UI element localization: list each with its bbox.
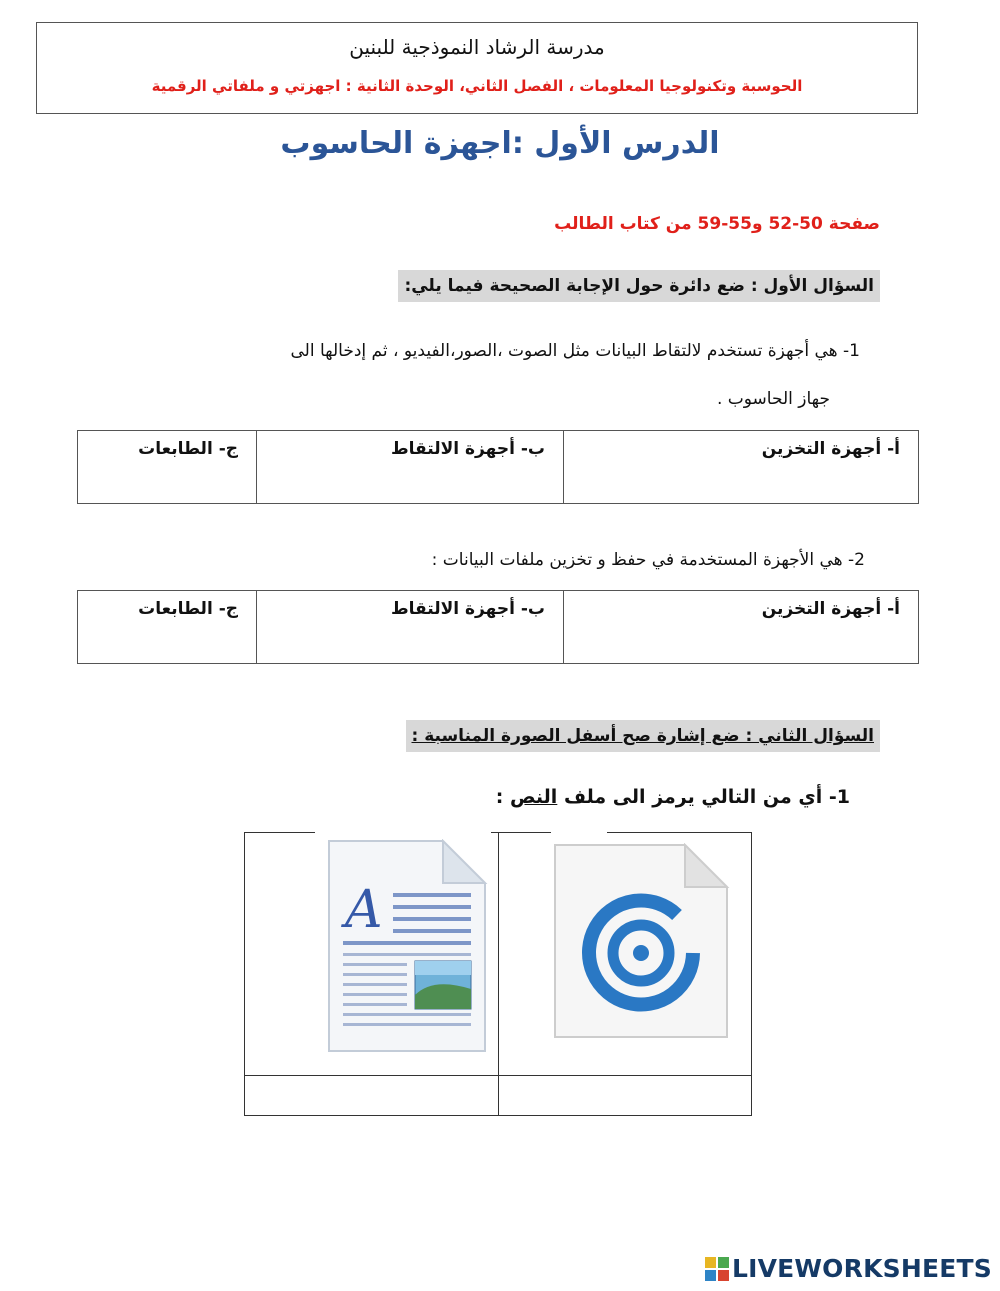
- option-storage-devices[interactable]: أ- أجهزة التخزين: [564, 591, 919, 664]
- grid-divider: [245, 1075, 752, 1076]
- option-storage-devices[interactable]: أ- أجهزة التخزين: [564, 431, 919, 504]
- answer-cell-text-file[interactable]: [245, 1077, 497, 1115]
- item-text: أي من التالي يرمز الى ملف: [557, 786, 829, 808]
- item-text-underlined: النص: [510, 786, 558, 808]
- question1-item1-text: 1- هي أجهزة تستخدم لالتقاط البيانات مثل الصوت ،الصور،الفيديو ، ثم إدخالها الى: [290, 341, 860, 361]
- liveworksheets-logo: [705, 1254, 992, 1283]
- answer-cell-disc-file[interactable]: [499, 1077, 751, 1115]
- border-gap: [551, 831, 607, 835]
- option-printers[interactable]: ج- الطابعات: [78, 591, 257, 664]
- question1-item2-options: [77, 590, 919, 664]
- text-file-icon[interactable]: [325, 839, 489, 1053]
- question1-item1-options: [77, 430, 919, 504]
- option-printers[interactable]: ج- الطابعات: [78, 431, 257, 504]
- image-choice-grid: [244, 832, 752, 1116]
- lesson-title: الدرس الأول :اجهزة الحاسوب: [280, 126, 720, 161]
- option-capture-devices[interactable]: ب- أجهزة الالتقاط: [257, 431, 564, 504]
- grid-divider: [498, 833, 499, 1116]
- header-box: [36, 22, 918, 114]
- question1-item2-text: 2- هي الأجهزة المستخدمة في حفظ و تخزين ملفات البيانات :: [431, 550, 865, 570]
- option-capture-devices[interactable]: ب- أجهزة الالتقاط: [257, 591, 564, 664]
- item-text-end: :: [495, 786, 510, 808]
- question2-item1-text: [496, 786, 850, 808]
- border-gap: [315, 831, 491, 835]
- question1-item1-text-cont: جهاز الحاسوب .: [716, 389, 830, 409]
- disc-file-icon[interactable]: [551, 843, 731, 1039]
- page-reference: صفحة 50-52 و55-59 من كتاب الطالب: [554, 214, 880, 234]
- item-number: 1-: [828, 786, 850, 808]
- svg-text:A: A: [345, 880, 383, 940]
- question1-heading: السؤال الأول : ضع دائرة حول الإجابة الصحيحة فيما يلي:: [398, 270, 880, 302]
- brand-name: LIVEWORKSHEETS: [731, 1254, 992, 1283]
- question2-heading: السؤال الثاني : ضع إشارة صح أسفل الصورة المناسبة :: [406, 720, 881, 752]
- subject-line: الحوسبة وتكنولوجيا المعلومات ، الفصل الثاني، الوحدة الثانية : اجهزتي و ملفاتي الرقمية: [151, 77, 803, 95]
- brand-mark-icon: [705, 1257, 729, 1281]
- school-name: مدرسة الرشاد النموذجية للبنين: [349, 35, 605, 59]
